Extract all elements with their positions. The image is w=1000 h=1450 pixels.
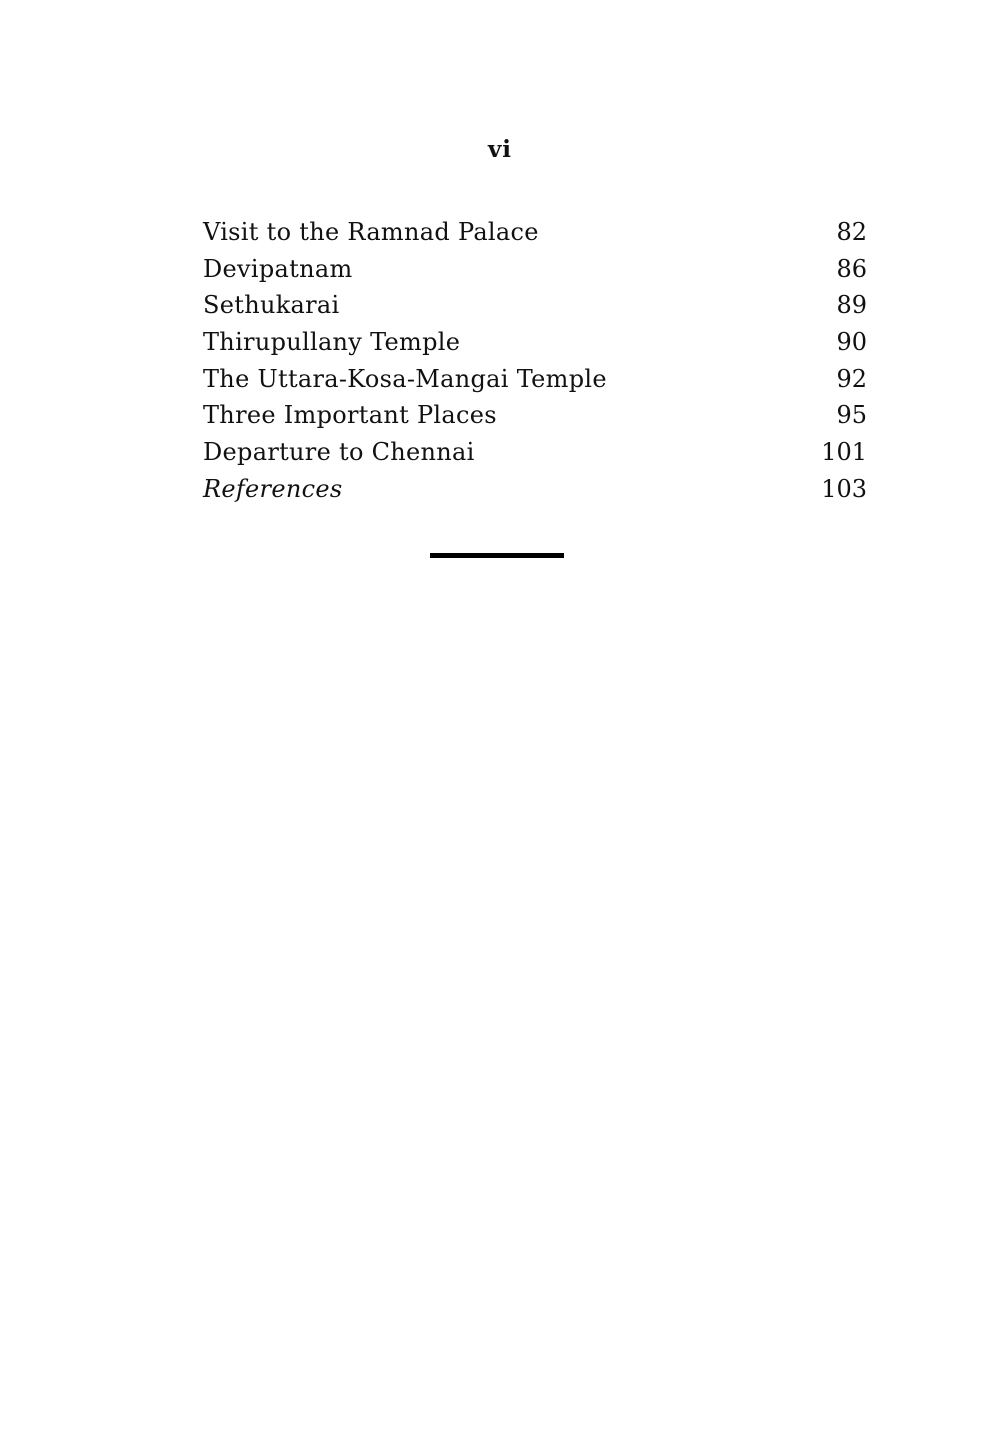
toc-entry [203,397,867,434]
toc-entry-title: Departure to Chennai [203,438,475,467]
toc-entry-page: 86 [836,254,867,283]
toc-entry [203,214,867,251]
toc-entry [203,324,867,361]
toc-entry-page: 95 [836,401,867,430]
toc-entry [203,471,867,508]
toc-entry [203,251,867,288]
toc-entry-title: Thirupullany Temple [203,328,461,357]
toc-entry-title: Devipatnam [203,254,353,283]
toc-entry-page: 92 [836,364,867,393]
toc-entry-title: Visit to the Ramnad Palace [203,218,539,246]
toc-entry [203,361,867,398]
toc-entry-title: Three Important Places [203,401,497,430]
toc-entry-title: Sethukarai [203,291,340,320]
page-number: vi [487,136,513,163]
toc-entry-page: 82 [836,218,867,246]
toc-entry [203,287,867,324]
toc-entry-page: 103 [821,474,867,503]
toc-entry [203,434,867,471]
table-of-contents [203,214,867,508]
toc-entry-title: The Uttara-Kosa-Mangai Temple [203,364,607,393]
toc-entry-title: References [203,474,343,503]
toc-entry-page: 101 [821,438,867,467]
toc-entry-page: 90 [836,328,867,357]
end-rule-divider [430,553,564,558]
toc-entry-page: 89 [836,291,867,320]
